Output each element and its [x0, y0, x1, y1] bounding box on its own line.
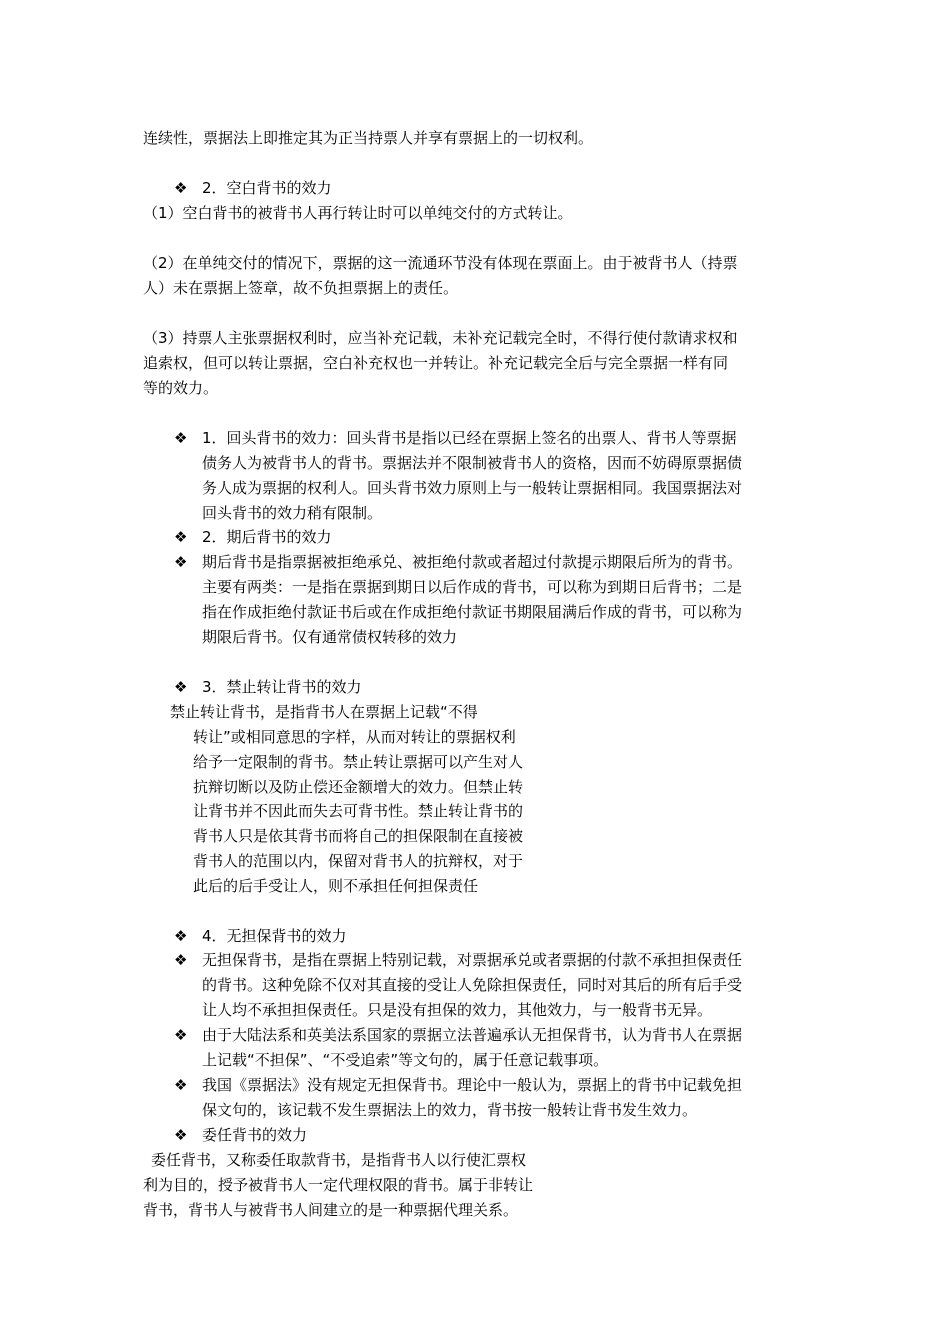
text-line: 背书人的范围以内，保留对背书人的抗辩权，对于 — [193, 852, 524, 870]
bullet-diamond-icon: ❖ — [174, 179, 188, 197]
text-line: （1）空白背书的被背书人再行转让时可以单纯交付的方式转让。 — [143, 204, 573, 222]
text-line: 禁止转让背书，是指背书人在票据上记载“不得 — [170, 703, 478, 721]
text-line: 期限后背书。仅有通常债权转移的效力 — [202, 628, 458, 646]
section-heading: 4．无担保背书的效力 — [202, 927, 347, 945]
text-line: 人）未在票据上签章，故不负担票据上的责任。 — [143, 279, 459, 297]
section-heading: 委任背书的效力 — [202, 1126, 308, 1144]
bullet-diamond-icon: ❖ — [174, 1026, 188, 1044]
text-line: 我国《票据法》没有规定无担保背书。理论中一般认为，票据上的背书中记载免担 — [202, 1076, 743, 1094]
bullet-diamond-icon: ❖ — [174, 927, 188, 945]
text-line: 给予一定限制的背书。禁止转让票据可以产生对人 — [193, 753, 524, 771]
section-heading: 3．禁止转让背书的效力 — [202, 678, 362, 696]
text-line: 利为目的，授予被背书人一定代理权限的背书。属于非转让 — [143, 1176, 534, 1194]
text-line: 无担保背书，是指在票据上特别记载，对票据承兑或者票据的付款不承担担保责任 — [202, 951, 743, 969]
bullet-diamond-icon: ❖ — [174, 1126, 188, 1144]
bullet-diamond-icon: ❖ — [174, 678, 188, 696]
section-heading: 2．期后背书的效力 — [202, 528, 332, 546]
text-line: 背书人只是依其背书而将自己的担保限制在直接被 — [193, 827, 524, 845]
text-line: 背书，背书人与被背书人间建立的是一种票据代理关系。 — [143, 1201, 519, 1219]
text-line: （3）持票人主张票据权利时，应当补充记载，未补充记载完全时，不得行使付款请求权和 — [143, 329, 738, 347]
text-line: 委任背书，又称委任取款背书，是指背书人以行使汇票权 — [151, 1151, 527, 1169]
section-heading: 2．空白背书的效力 — [202, 179, 332, 197]
text-line: 的背书。这种免除不仅对其直接的受让人免除担保责任，同时对其后的所有后手受 — [202, 976, 743, 994]
text-line: 债务人为被背书人的背书。票据法并不限制被背书人的资格，因而不妨碍原票据债 — [202, 454, 743, 472]
bullet-diamond-icon: ❖ — [174, 528, 188, 546]
text-line: 等的效力。 — [143, 379, 219, 397]
bullet-diamond-icon: ❖ — [174, 553, 188, 571]
bullet-diamond-icon: ❖ — [174, 951, 188, 969]
text-line: 保文句的，该记载不发生票据法上的效力，背书按一般转让背书发生效力。 — [202, 1101, 698, 1119]
text-line: 务人成为票据的权利人。回头背书效力原则上与一般转让票据相同。我国票据法对 — [202, 479, 743, 497]
text-line: 连续性，票据法上即推定其为正当持票人并享有票据上的一切权利。 — [143, 129, 594, 147]
text-line: 上记载“不担保”、“不受追索”等文句的，属于任意记载事项。 — [202, 1051, 609, 1069]
text-line: 追索权，但可以转让票据，空白补充权也一并转让。补充记载完全后与完全票据一样有同 — [143, 354, 729, 372]
text-line: 由于大陆法系和英美法系国家的票据立法普遍承认无担保背书，认为背书人在票据 — [202, 1026, 743, 1044]
text-line: 回头背书的效力稍有限制。 — [202, 504, 383, 522]
text-line: 转让”或相同意思的字样，从而对转让的票据权利 — [193, 728, 516, 746]
text-line: （2）在单纯交付的情况下，票据的这一流通环节没有体现在票面上。由于被背书人（持票 — [143, 254, 738, 272]
bullet-diamond-icon: ❖ — [174, 429, 188, 447]
text-line: 期后背书是指票据被拒绝承兑、被拒绝付款或者超过付款提示期限后所为的背书。 — [202, 553, 743, 571]
text-line: 主要有两类：一是指在票据到期日以后作成的背书，可以称为到期日后背书；二是 — [202, 578, 743, 596]
text-line: 指在作成拒绝付款证书后或在作成拒绝付款证书期限届满后作成的背书，可以称为 — [202, 603, 743, 621]
text-line: 让背书并不因此而失去可背书性。禁止转让背书的 — [193, 802, 524, 820]
text-line: 1．回头背书的效力：回头背书是指以已经在票据上签名的出票人、背书人等票据 — [202, 429, 737, 447]
text-line: 让人均不承担担保责任。只是没有担保的效力，其他效力，与一般背书无异。 — [202, 1001, 713, 1019]
bullet-diamond-icon: ❖ — [174, 1076, 188, 1094]
text-line: 抗辩切断以及防止偿还金额增大的效力。但禁止转 — [193, 778, 524, 796]
text-line: 此后的后手受让人，则不承担任何担保责任 — [193, 877, 479, 895]
